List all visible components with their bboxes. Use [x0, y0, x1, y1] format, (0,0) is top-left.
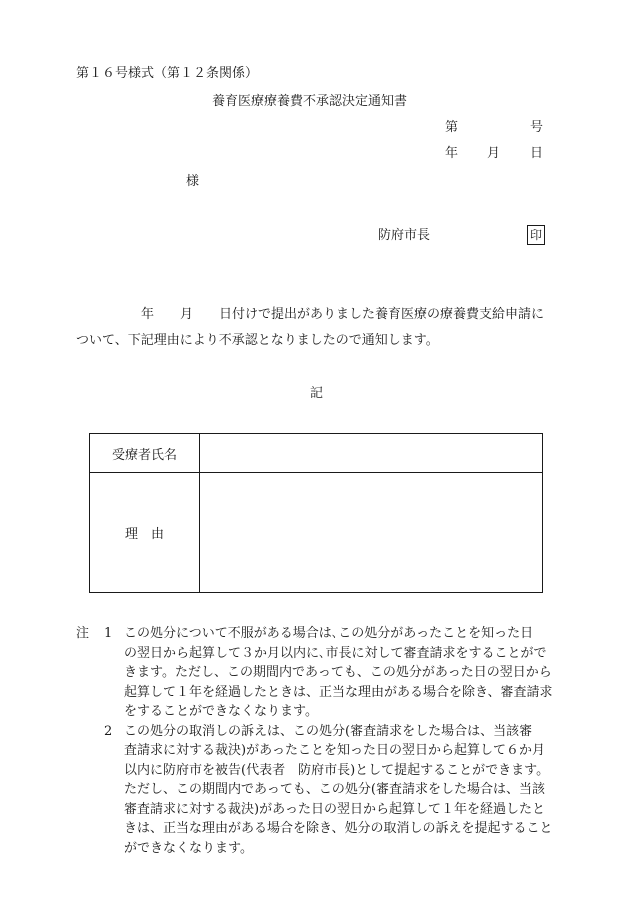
seal-mark: 印: [527, 225, 545, 245]
notice-body: [76, 302, 556, 354]
note-2: [76, 722, 556, 859]
note-2-line: 査請求に対する裁決)があったことを知った日の翌日から起算して６か月: [124, 743, 545, 758]
note-2-text: [124, 722, 556, 859]
note-1-line: この処分について不服がある場合は､この処分があったことを知った日: [124, 626, 534, 641]
notes-section: [76, 624, 556, 858]
recipient-row: [90, 434, 543, 473]
note-2-line: 審査請求に対する裁決)があった日の翌日から起算して１年を経過したと: [124, 801, 545, 817]
recipient-value-cell[interactable]: [200, 434, 543, 473]
notes-head: 注: [76, 626, 90, 641]
note-2-line: この処分の取消しの訴えは、この処分(審査請求をした場合は、当該審: [124, 723, 533, 739]
note-1-line: きます。ただし、この期間内であっても、この処分があった日の翌日から: [124, 665, 552, 680]
note-2-line: ただし、この期間内であっても、この処分(審査請求をした場合は、当該: [124, 782, 545, 797]
note-2-line: ができなくなります。: [124, 840, 253, 856]
recipient-label: 受療者氏名: [90, 434, 200, 473]
record-table: [89, 433, 543, 593]
addressee-suffix: 様: [186, 174, 200, 189]
note-2-line: 以内に防府市を被告(代表者 防府市長)として提起することができます。: [124, 762, 550, 778]
date-month-label: 月: [487, 146, 501, 161]
note-1-line: をすることができなくなります。: [124, 704, 318, 719]
issuer-name: 防府市長: [378, 228, 431, 243]
note-1-number: 1: [104, 626, 113, 641]
reason-label: 理 由: [90, 473, 200, 593]
note-1: [76, 624, 556, 722]
number-label-gou: 号: [530, 120, 544, 135]
note-1-line: の翌日から起算して３か月以内に､市長に対して審査請求をすることがで: [124, 645, 547, 661]
note-1-text: [124, 624, 556, 722]
notice-body-line-2: ついて、下記理由により不承認となりましたので通知します。: [76, 333, 439, 348]
note-2-line: きは、正当な理由がある場合を除き、処分の取消しの訴えを提起すること: [124, 821, 553, 836]
note-1-line: 起算して１年を経過したときは、正当な理由がある場合を除き、審査請求: [124, 684, 553, 700]
number-label-dai: 第: [445, 120, 459, 135]
reason-row: [90, 473, 543, 593]
document-title: 養育医療療養費不承認決定通知書: [212, 94, 408, 109]
note-2-number: 2: [104, 723, 113, 739]
form-number: 第１６号様式（第１２条関係）: [76, 66, 259, 81]
date-year-label: 年: [445, 146, 459, 161]
reason-value-cell[interactable]: [200, 473, 543, 593]
notice-body-line-1: 年 月 日付けで提出がありました養育医療の療養費支給申請に: [76, 307, 545, 322]
ki-heading: 記: [310, 386, 324, 401]
date-day-label: 日: [530, 146, 544, 161]
